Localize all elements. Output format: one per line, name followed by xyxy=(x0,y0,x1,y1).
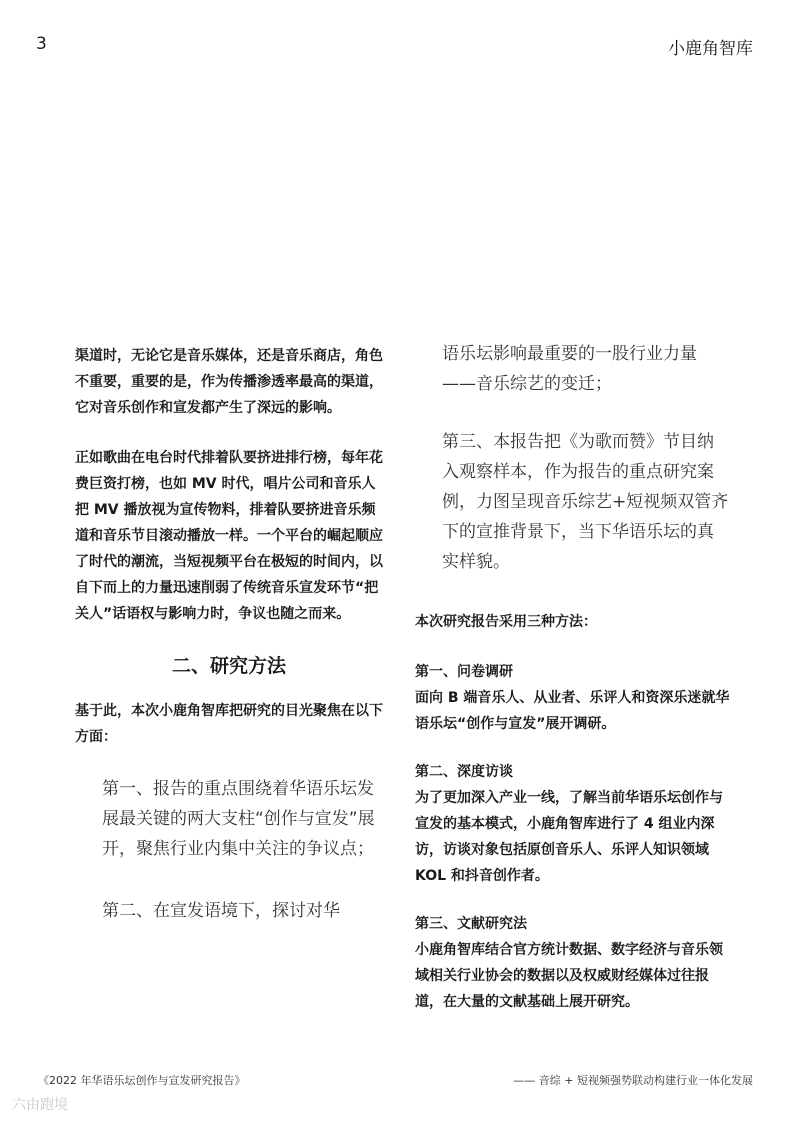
quote-item: 语乐坛影响最重要的一股行业力量——音乐综艺的变迁； xyxy=(442,344,697,394)
paragraph: 基于此，本次小鹿角智库把研究的目光聚焦在以下方面： xyxy=(75,703,383,745)
right-column xyxy=(415,343,730,1037)
brand-name: 小鹿角智库 xyxy=(668,39,753,59)
methods-intro: 本次研究报告采用三种方法： xyxy=(415,614,597,630)
quote-item: 第三、本报告把《为歌而赞》节目纳入观察样本，作为报告的重点研究案例，力图呈现音乐综艺+短视频双管齐下的宣推背景下，当下华语乐坛的真实样貌。 xyxy=(442,432,729,572)
paragraph: 渠道时，无论它是音乐媒体，还是音乐商店，角色不重要，重要的是，作为传播渗透率最高的渠道，它对音乐创作和宣发都产生了深远的影响。 xyxy=(75,348,383,416)
section-heading: 二、研究方法 xyxy=(171,655,286,677)
method-block xyxy=(415,659,730,737)
method-text: 面向 B 端音乐人、从业者、乐评人和资深乐迷就华语乐坛“创作与宣发”展开调研。 xyxy=(415,690,730,732)
left-column xyxy=(75,343,383,958)
footer-subtitle: —— 音综 + 短视频强势联动构建行业一体化发展 xyxy=(513,1074,753,1087)
method-title: 第三、文献研究法 xyxy=(415,916,527,932)
method-title: 第二、深度访谈 xyxy=(415,764,513,780)
method-block xyxy=(415,759,730,889)
quote-item: 第二、在宣发语境下，探讨对华 xyxy=(102,901,340,921)
quote-item: 第一、报告的重点围绕着华语乐坛发展最关键的两大支柱“创作与宣发”展开，聚焦行业内集中关注的争议点； xyxy=(102,779,375,859)
page-number: 3 xyxy=(36,34,47,54)
watermark: 六由跑境 xyxy=(12,1097,68,1113)
footer-report-title: 《2022 年华语乐坛创作与宣发研究报告》 xyxy=(38,1074,246,1087)
method-text: 为了更加深入产业一线，了解当前华语乐坛创作与宣发的基本模式，小鹿角智库进行了 4 组业内深访，访谈对象包括原创音乐人、乐评人知识领域 KOL 和抖音创作者。 xyxy=(415,790,723,884)
method-text: 小鹿角智库结合官方统计数据、数字经济与音乐领域相关行业协会的数据以及权威财经媒体过往报道，在大量的文献基础上展开研究。 xyxy=(415,942,723,1010)
method-title: 第一、问卷调研 xyxy=(415,664,513,680)
paragraph: 正如歌曲在电台时代排着队要挤进排行榜，每年花费巨资打榜，也如 MV 时代，唱片公司和音乐人把 MV 播放视为宣传物料，排着队要挤进音乐频道和音乐节目滚动播放一样。一个平台的崛起顺应了时代的潮流，当短视频平台在极短的时间内，以自下而上的力量迅速削弱了传统音乐宣发环节“把关人”话语权与影响力时，争议也随之而来。 xyxy=(75,450,383,622)
method-block xyxy=(415,911,730,1015)
